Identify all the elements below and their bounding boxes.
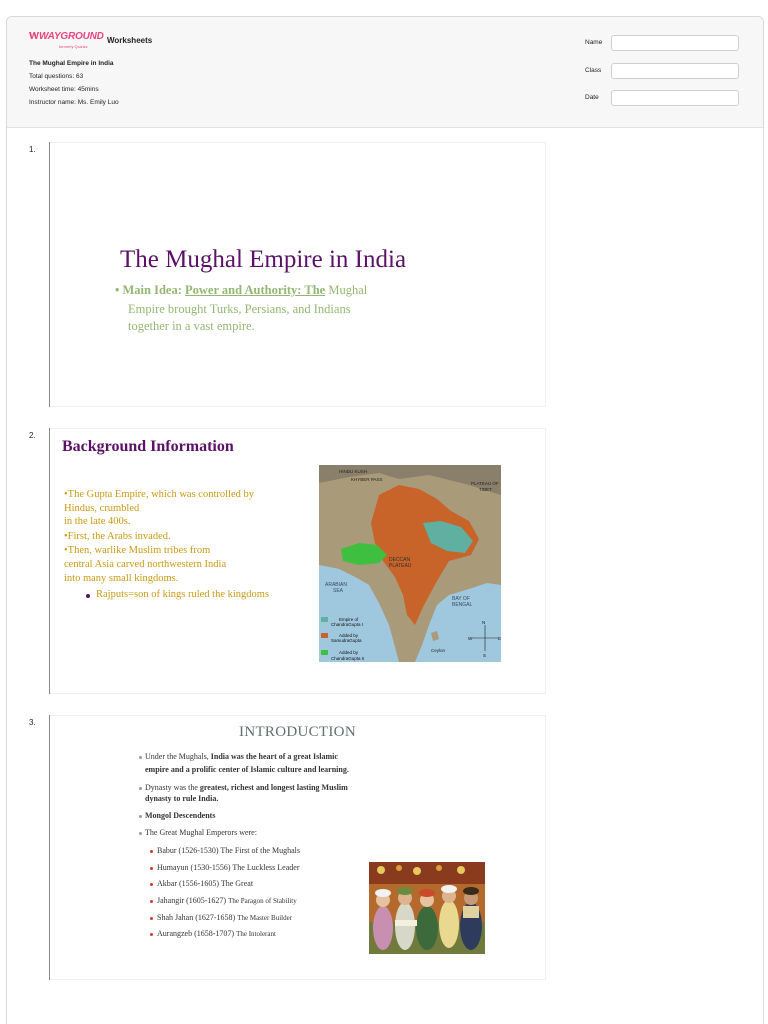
text-line: in the late 400s. [64,516,131,527]
compass-label: E [498,636,501,641]
emperor-item: Babur (1526-1530) The First of the Mughals [150,846,300,855]
bullet-dot [86,594,90,598]
map-label: Ceylon [431,648,446,653]
dynasty-paragraph: Dynasty was the greatest, richest and longest lasting Muslim [139,783,348,792]
intro-paragraph: Under the Mughals, India was the heart of a great Islamic [139,752,338,761]
legend-swatch [321,633,328,638]
text-line: •The Gupta Empire, which was controlled by [64,489,254,500]
bullet-dot [150,933,153,936]
bullet-dot [150,850,153,853]
map-label: HINDU KUSH [339,469,368,474]
logo-subtitle: formerly Quizizz [59,44,88,49]
legend-label: Empire of [339,617,359,622]
bullet-dot [150,867,153,870]
slide-title: Background Information [62,438,234,455]
bullet-dot [150,917,153,920]
legend-label: ChandraGupta II [331,656,365,661]
legend-swatch [321,617,328,622]
mughal-court-painting [369,862,485,954]
compass-label: S [483,653,487,658]
date-field[interactable] [611,90,739,106]
map-label: KHYBER PASS [351,477,383,482]
map-label: BAY OF [452,596,470,602]
legend-label: SamudraGupta [331,638,362,643]
intro-paragraph-cont: empire and a prolific center of Islamic culture and learning. [145,765,349,774]
legend-label: ChandraGupta I [331,622,364,627]
bullet-dot [150,900,153,903]
text-line: Rajputs=son of kings ruled the kingdoms [96,589,270,600]
name-field[interactable] [611,35,739,51]
emperor-item: Akbar (1556-1605) The Great [150,879,253,888]
compass-label: W [468,636,473,641]
text-line: •First, the Arabs invaded. [64,531,171,542]
bullet-dot [139,787,142,790]
map-label: PLATEAU [389,563,412,569]
question-number: 3. [29,718,36,727]
dynasty-paragraph-cont: dynasty to rule India. [145,794,219,803]
bullet-dot [139,756,142,759]
legend-label: Added by [339,633,359,638]
slide-title: The Mughal Empire in India [120,246,407,273]
main-idea-line-2: Empire brought Turks, Persians, and Indians [128,302,351,316]
emperor-item: Shah Jahan (1627-1658) The Master Builder [150,913,292,922]
name-label: Name [585,39,603,46]
map-label: PLATEAU OF [471,481,499,486]
main-idea-line-3: together in a vast empire. [128,319,255,333]
compass-label: N [482,620,486,625]
instructor-name: Instructor name: Ms. Emily Luo [29,99,119,106]
question-2-slide [49,428,546,694]
map-label: DECCAN [389,557,411,563]
bullet-dot [139,815,142,818]
bullet-dot [139,832,142,835]
class-field[interactable] [611,63,739,79]
emperors-heading: The Great Mughal Emperors were: [139,828,257,837]
worksheet-header [7,17,763,128]
question-1-slide [49,142,546,407]
map-label: SEA [333,588,344,594]
text-line: into many small kingdoms. [64,573,179,584]
class-label: Class [585,67,602,74]
slide-title: INTRODUCTION [239,724,356,740]
emperor-item: Jahangir (1605-1627) The Paragon of Stability [150,896,297,905]
text-line: •Then, warlike Muslim tribes from [64,545,211,556]
worksheet-title: The Mughal Empire in India [29,60,114,67]
main-idea-line: • Main Idea: Power and Authority: The Mughal [115,283,368,297]
map-graphic [319,465,501,662]
emperor-item: Aurangzeb (1658-1707) The Intolerant [150,929,276,938]
mongol-line: Mongol Descendents [139,811,215,820]
legend-swatch [321,650,328,655]
logo-w-icon [29,31,39,40]
question-3-slide [49,715,546,980]
brand-label: Worksheets [107,36,153,45]
map-label: BENGAL [452,602,473,608]
map-label: TIBET [479,487,492,492]
painting-graphic [369,862,485,954]
wayground-logo [29,31,109,53]
question-number: 1. [29,145,36,154]
legend-label: Added by [339,650,359,655]
worksheet-time: Worksheet time: 45mins [29,86,99,93]
map-label: ARABIAN [325,582,347,588]
emperor-item: Humayun (1530-1556) The Luckless Leader [150,863,299,872]
text-line: Hindus, crumbled [64,503,140,514]
text-line: central Asia carved northwestern India [64,559,227,570]
logo-wordmark: WAYGROUND [29,31,104,42]
total-questions: Total questions: 63 [29,73,84,80]
date-label: Date [585,94,599,101]
gupta-empire-map [319,465,501,662]
question-number: 2. [29,431,36,440]
bullet-dot [150,883,153,886]
worksheet-page [6,16,764,1024]
